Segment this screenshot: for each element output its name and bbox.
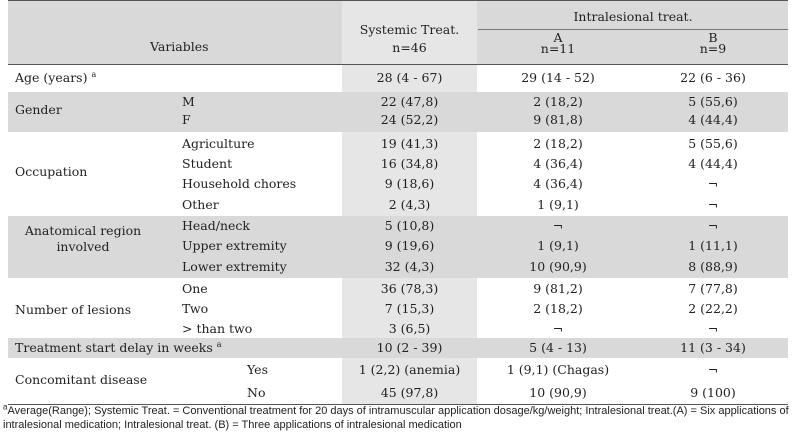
lesions-systemic: 36 (78,3) bbox=[380, 281, 439, 296]
occupation-sub: Agriculture bbox=[182, 136, 255, 151]
anatomical-sub: Upper extremity bbox=[182, 238, 287, 253]
footnote-marker: a bbox=[3, 402, 8, 412]
header-a-label: A bbox=[553, 30, 563, 45]
occupation-a: 4 (36,4) bbox=[533, 176, 583, 191]
occupation-systemic: 19 (41,3) bbox=[380, 136, 439, 151]
concomitant-systemic: 1 (2,2) (anemia) bbox=[358, 362, 461, 377]
header-systemic-n: n=46 bbox=[392, 40, 427, 55]
age-b: 22 (6 - 36) bbox=[680, 70, 746, 85]
delay-label: Treatment start delay in weeks bbox=[15, 340, 213, 355]
lesions-systemic: 7 (15,3) bbox=[384, 301, 435, 316]
gender-b: 4 (44,4) bbox=[688, 112, 738, 127]
lesions-sub: Two bbox=[182, 301, 209, 316]
occupation-b: ¬ bbox=[707, 197, 719, 212]
lesions-sub: One bbox=[182, 281, 208, 296]
lesions-systemic: 3 (6,5) bbox=[388, 321, 431, 336]
anatomical-b: 8 (88,9) bbox=[688, 259, 738, 274]
delay-b: 11 (3 - 34) bbox=[680, 340, 746, 355]
anatomical-sub: Lower extremity bbox=[182, 259, 287, 274]
concomitant-sub: Yes bbox=[247, 362, 268, 377]
lesions-a: 9 (81,2) bbox=[533, 281, 583, 296]
concomitant-sub: No bbox=[247, 385, 266, 400]
intralesional-underline bbox=[478, 29, 788, 30]
footnote-text: Average(Range); Systemic Treat. = Conventional treatment for 20 days of intramuscular application dosage/kg/weight; Intralesional treat.(A) = Six applications of intralesional medication; Intralesional treat. (B) = Three applications of intralesional medication bbox=[3, 405, 789, 431]
occupation-a: 4 (36,4) bbox=[533, 156, 583, 171]
header-a-n: n=11 bbox=[540, 41, 576, 56]
anatomical-a: 1 (9,1) bbox=[537, 238, 579, 253]
occupation-systemic: 16 (34,8) bbox=[380, 156, 439, 171]
row-label-delay bbox=[15, 340, 222, 356]
anatomical-a: 10 (90,9) bbox=[529, 259, 587, 274]
delay-a: 5 (4 - 13) bbox=[529, 340, 587, 355]
row-label-lesions: Number of lesions bbox=[15, 302, 132, 317]
row-label-anatomical-1: Anatomical region bbox=[24, 223, 142, 238]
gender-sub: F bbox=[182, 112, 191, 127]
occupation-sub: Other bbox=[182, 197, 219, 212]
lesions-a: ¬ bbox=[552, 321, 564, 336]
row-label-concomitant: Concomitant disease bbox=[15, 372, 148, 387]
delay-systemic: 10 (2 - 39) bbox=[376, 340, 443, 355]
occupation-b: 4 (44,4) bbox=[688, 156, 738, 171]
age-label: Age (years) bbox=[15, 70, 88, 85]
concomitant-systemic: 45 (97,8) bbox=[380, 385, 439, 400]
occupation-sub: Student bbox=[182, 156, 233, 171]
footnote-marker: a bbox=[91, 69, 97, 79]
occupation-a: 1 (9,1) bbox=[537, 197, 579, 212]
row-label-age bbox=[15, 70, 96, 86]
gender-a: 2 (18,2) bbox=[533, 94, 583, 109]
lesions-b: 2 (22,2) bbox=[688, 301, 738, 316]
concomitant-b: ¬ bbox=[707, 362, 719, 377]
age-a: 29 (14 - 52) bbox=[521, 70, 595, 85]
header-variables: Variables bbox=[150, 39, 209, 54]
concomitant-a: 10 (90,9) bbox=[529, 385, 587, 400]
row-label-anatomical-2: involved bbox=[56, 239, 110, 254]
row-label-gender: Gender bbox=[15, 102, 62, 117]
anatomical-systemic: 32 (4,3) bbox=[384, 259, 435, 274]
header-intralesional-title: Intralesional treat. bbox=[573, 9, 693, 24]
lesions-b: ¬ bbox=[707, 321, 719, 336]
occupation-b: 5 (55,6) bbox=[688, 136, 738, 151]
lesions-sub: > than two bbox=[182, 321, 253, 336]
anatomical-b: ¬ bbox=[707, 218, 719, 233]
header-b-label: B bbox=[708, 30, 718, 45]
anatomical-systemic: 9 (19,6) bbox=[384, 238, 435, 253]
lesions-a: 2 (18,2) bbox=[533, 301, 583, 316]
concomitant-b: 9 (100) bbox=[690, 385, 736, 400]
gender-systemic: 22 (47,8) bbox=[380, 94, 439, 109]
gender-b: 5 (55,6) bbox=[688, 94, 738, 109]
footnote-marker: a bbox=[216, 339, 222, 349]
header-systemic-title: Systemic Treat. bbox=[359, 22, 460, 37]
anatomical-a: ¬ bbox=[552, 218, 564, 233]
occupation-a: 2 (18,2) bbox=[533, 136, 583, 151]
occupation-b: ¬ bbox=[707, 176, 719, 191]
header-b-n: n=9 bbox=[699, 41, 727, 56]
gender-systemic: 24 (52,2) bbox=[380, 112, 439, 127]
gender-a: 9 (81,8) bbox=[533, 112, 583, 127]
anatomical-sub: Head/neck bbox=[182, 218, 250, 233]
occupation-systemic: 9 (18,6) bbox=[384, 176, 435, 191]
table-footnote bbox=[3, 404, 793, 432]
rule-line bbox=[8, 64, 788, 65]
row-label-occupation: Occupation bbox=[15, 164, 88, 179]
lesions-b: 7 (77,8) bbox=[688, 281, 738, 296]
occupation-sub: Household chores bbox=[182, 176, 297, 191]
concomitant-a: 1 (9,1) (Chagas) bbox=[506, 362, 610, 377]
gender-sub: M bbox=[182, 94, 195, 109]
anatomical-b: 1 (11,1) bbox=[688, 238, 738, 253]
occupation-systemic: 2 (4,3) bbox=[388, 197, 431, 212]
anatomical-systemic: 5 (10,8) bbox=[384, 218, 435, 233]
rule-line bbox=[8, 0, 788, 1]
age-systemic: 28 (4 - 67) bbox=[376, 70, 443, 85]
